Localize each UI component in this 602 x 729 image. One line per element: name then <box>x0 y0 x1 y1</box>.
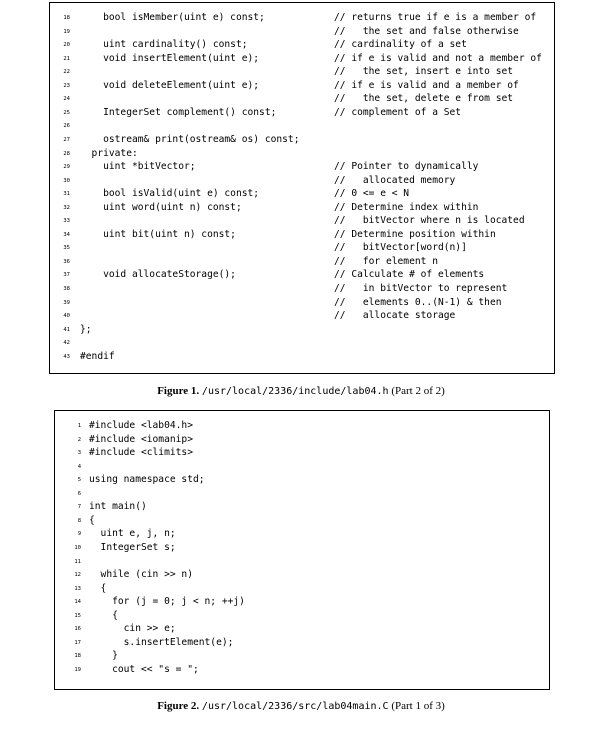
line-number: 43 <box>63 353 70 360</box>
code-line <box>50 160 554 173</box>
code-text: uint word(uint n) const; <box>80 201 242 213</box>
code-text: #include <climits> <box>89 447 193 459</box>
code-line <box>50 174 554 187</box>
code-text: #include <lab04.h> <box>89 420 193 431</box>
code-line <box>55 487 549 500</box>
code-line <box>55 622 549 635</box>
line-number: 22 <box>63 69 70 76</box>
code-text: s.insertElement(e); <box>89 636 234 648</box>
line-number: 42 <box>63 340 70 347</box>
code-text: #endif <box>80 350 115 362</box>
code-comment: // cardinality of a set <box>334 39 467 51</box>
code-line <box>50 106 554 119</box>
code-line <box>55 663 549 676</box>
code-line <box>55 568 549 581</box>
line-number: 36 <box>63 258 70 265</box>
line-number: 37 <box>63 272 70 279</box>
code-line <box>50 268 554 281</box>
code-comment: // if e is valid and not a member of <box>334 52 542 64</box>
line-number: 5 <box>77 477 81 484</box>
figure1-caption <box>0 385 602 397</box>
line-number: 28 <box>63 150 70 157</box>
code-text: #include <iomanip> <box>89 433 193 445</box>
code-text: { <box>89 609 118 621</box>
code-text: for (j = 0; j < n; ++j) <box>89 596 245 608</box>
line-number: 34 <box>63 231 70 238</box>
code-text: uint bit(uint n) const; <box>80 228 236 240</box>
line-number: 30 <box>63 177 70 184</box>
code-text: IntegerSet complement() const; <box>80 106 277 118</box>
code-text: while (cin >> n) <box>89 569 193 581</box>
line-number: 12 <box>74 572 81 579</box>
line-number: 13 <box>74 585 81 592</box>
code-text: { <box>89 514 95 526</box>
code-line <box>50 296 554 309</box>
code-line <box>50 38 554 51</box>
line-number: 26 <box>63 123 70 130</box>
code-text: int main() <box>89 501 147 513</box>
code-line <box>50 119 554 132</box>
line-number: 40 <box>63 313 70 320</box>
code-text: cin >> e; <box>89 623 176 635</box>
line-number: 14 <box>74 599 81 606</box>
code-comment: // allocated memory <box>334 174 456 186</box>
code-line <box>50 336 554 349</box>
line-number: 16 <box>74 626 81 633</box>
line-number: 35 <box>63 245 70 252</box>
line-number: 1 <box>77 423 81 429</box>
line-number: 18 <box>63 15 70 21</box>
line-number: 4 <box>77 463 81 470</box>
code-comment: // allocate storage <box>334 310 456 322</box>
code-line <box>55 636 549 649</box>
code-line <box>50 187 554 200</box>
line-number: 15 <box>74 612 81 619</box>
code-line <box>50 228 554 241</box>
code-text: void insertElement(uint e); <box>80 52 260 64</box>
figure1-caption-label: Figure 1. <box>157 385 200 397</box>
line-number: 41 <box>63 326 70 333</box>
code-line <box>50 65 554 78</box>
code-line <box>55 500 549 513</box>
code-text: uint e, j, n; <box>89 528 176 540</box>
code-comment: // bitVector[word(n)] <box>334 242 467 254</box>
code-line <box>55 433 549 446</box>
line-number: 2 <box>77 436 81 443</box>
code-line <box>55 419 549 432</box>
code-line <box>50 350 554 363</box>
code-line <box>55 473 549 486</box>
line-number: 19 <box>74 666 81 673</box>
code-line <box>55 514 549 527</box>
line-number: 31 <box>63 191 70 198</box>
code-text: bool isMember(uint e) const; <box>80 12 265 23</box>
figure2-code-listing <box>54 410 550 690</box>
code-text: uint cardinality() const; <box>80 39 248 51</box>
line-number: 18 <box>74 653 81 660</box>
code-comment: // the set and false otherwise <box>334 25 519 37</box>
figure2-caption-part: (Part 1 of 3) <box>391 700 445 712</box>
line-number: 11 <box>74 558 81 565</box>
code-comment: // the set, insert e into set <box>334 66 514 78</box>
code-text: private: <box>80 147 138 159</box>
code-line <box>55 446 549 459</box>
code-comment: // complement of a Set <box>334 106 462 118</box>
code-line <box>50 79 554 92</box>
code-comment: // returns true if e is a member of <box>334 12 537 23</box>
code-text: uint *bitVector; <box>80 161 196 173</box>
line-number: 39 <box>63 299 70 306</box>
line-number: 19 <box>63 28 70 35</box>
code-line <box>55 609 549 622</box>
line-number: 25 <box>63 109 70 116</box>
line-number: 7 <box>77 504 81 511</box>
code-text: cout << "s = "; <box>89 663 199 675</box>
code-comment: // elements 0..(N-1) & then <box>334 296 502 308</box>
code-line <box>50 255 554 268</box>
line-number: 23 <box>63 82 70 89</box>
code-line <box>50 282 554 295</box>
line-number: 33 <box>63 218 70 225</box>
code-line <box>50 309 554 322</box>
code-line <box>55 527 549 540</box>
code-comment: // Determine position within <box>334 228 496 240</box>
code-line <box>50 201 554 214</box>
code-text: }; <box>80 323 92 335</box>
figure2-caption-path: /usr/local/2336/src/lab04main.C <box>201 701 389 712</box>
code-comment: // if e is valid and a member of <box>334 79 519 91</box>
code-comment: // in bitVector to represent <box>334 283 508 294</box>
code-line <box>55 649 549 662</box>
code-line <box>55 460 549 473</box>
line-number: 3 <box>77 450 81 457</box>
figure1-code-listing <box>49 2 555 374</box>
code-text: { <box>89 582 107 594</box>
code-comment: // bitVector where n is located <box>334 215 525 227</box>
code-line <box>50 241 554 254</box>
line-number: 17 <box>74 639 81 646</box>
line-number: 21 <box>63 55 70 62</box>
line-number: 29 <box>63 164 70 171</box>
code-comment: // the set, delete e from set <box>334 93 514 105</box>
line-number: 9 <box>77 531 81 538</box>
code-line <box>50 133 554 146</box>
figure2-caption-label: Figure 2. <box>157 700 200 712</box>
code-line <box>50 11 554 24</box>
line-number: 10 <box>74 544 81 551</box>
code-text: void allocateStorage(); <box>80 269 236 281</box>
code-line <box>55 541 549 554</box>
code-comment: // Pointer to dynamically <box>334 161 479 173</box>
code-text: IntegerSet s; <box>89 541 176 553</box>
line-number: 38 <box>63 286 70 292</box>
code-text: } <box>89 650 118 662</box>
code-line <box>50 147 554 160</box>
line-number: 32 <box>63 204 70 211</box>
code-line <box>55 582 549 595</box>
code-line <box>50 52 554 65</box>
code-line <box>50 214 554 227</box>
figure1-caption-path: /usr/local/2336/include/lab04.h <box>201 386 389 397</box>
line-number: 27 <box>63 136 70 143</box>
code-text: using namespace std; <box>89 474 205 486</box>
figure1-caption-part: (Part 2 of 2) <box>391 385 445 397</box>
line-number: 8 <box>77 517 81 524</box>
code-comment: // for element n <box>334 255 438 267</box>
code-line <box>50 25 554 38</box>
code-comment: // Determine index within <box>334 201 479 213</box>
figure2-caption <box>0 700 602 712</box>
code-text: void deleteElement(uint e); <box>80 79 260 91</box>
code-comment: // 0 <= e < N <box>334 188 410 200</box>
line-number: 6 <box>77 490 81 497</box>
code-text: bool isValid(uint e) const; <box>80 188 260 200</box>
code-line <box>50 323 554 336</box>
line-number: 24 <box>63 96 70 103</box>
code-text: ostream& print(ostream& os) const; <box>80 133 300 145</box>
line-number: 20 <box>63 42 70 49</box>
code-line <box>55 555 549 568</box>
code-comment: // Calculate # of elements <box>334 269 485 281</box>
code-line <box>50 92 554 105</box>
code-line <box>55 595 549 608</box>
